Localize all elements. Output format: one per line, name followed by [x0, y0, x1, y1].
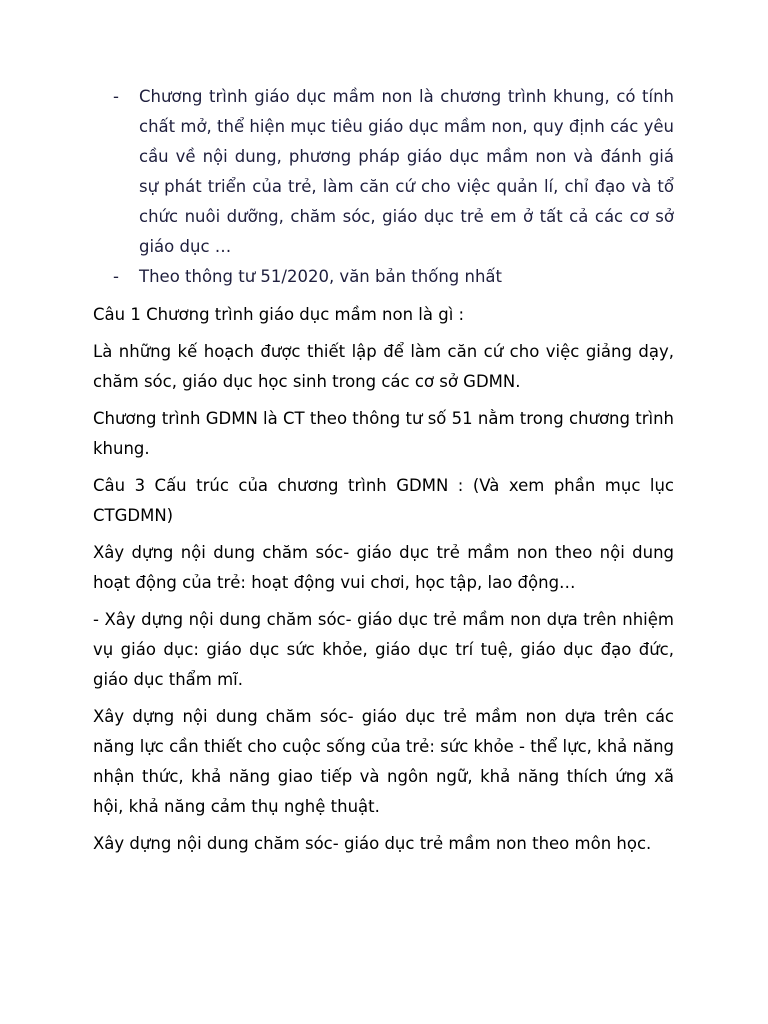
bullet-item	[93, 82, 674, 262]
question-3-heading: Câu 3 Cấu trúc của chương trình GDMN : (Và xem phần mục lục CTGDMN)	[93, 476, 674, 525]
paragraph: Chương trình GDMN là CT theo thông tư số 51 nằm trong chương trình khung.	[93, 409, 674, 458]
paragraph: Xây dựng nội dung chăm sóc- giáo dục trẻ mầm non theo nội dung hoạt động của trẻ: hoạt động vui chơi, học tập, lao động…	[93, 543, 674, 592]
body-text	[93, 300, 674, 866]
bullet-item	[93, 262, 674, 292]
paragraph: - Xây dựng nội dung chăm sóc- giáo dục trẻ mầm non dựa trên nhiệm vụ giáo dục: giáo dục sức khỏe, giáo dục trí tuệ, giáo dục đạo đức, giáo dục thẩm mĩ.	[93, 610, 674, 689]
bullet-list	[93, 82, 674, 292]
bullet-dash: -	[113, 87, 119, 106]
question-1-heading: Câu 1 Chương trình giáo dục mầm non là gì :	[93, 305, 465, 324]
paragraph: Xây dựng nội dung chăm sóc- giáo dục trẻ mầm non theo môn học.	[93, 834, 652, 853]
bullet-dash: -	[113, 267, 119, 286]
bullet-text: Chương trình giáo dục mầm non là chương trình khung, có tính chất mở, thể hiện mục tiêu giáo dục mầm non, quy định các yêu cầu về nội dung, phương pháp giáo dục mầm non và đánh giá sự phát triển của trẻ, làm căn cứ cho việc quản lí, chỉ đạo và tổ chức nuôi dưỡng, chăm sóc, giáo dục trẻ em ở tất cả các cơ sở giáo dục …	[139, 87, 674, 256]
paragraph: Xây dựng nội dung chăm sóc- giáo dục trẻ mầm non dựa trên các năng lực cần thiết cho cuộc sống của trẻ: sức khỏe - thể lực, khả năng nhận thức, khả năng giao tiếp và ngôn ngữ, khả năng thích ứng xã hội, khả năng cảm thụ nghệ thuật.	[93, 707, 675, 816]
paragraph: Là những kế hoạch được thiết lập để làm căn cứ cho việc giảng dạy, chăm sóc, giáo dục học sinh trong các cơ sở GDMN.	[93, 342, 674, 391]
bullet-text: Theo thông tư 51/2020, văn bản thống nhất	[139, 267, 502, 286]
